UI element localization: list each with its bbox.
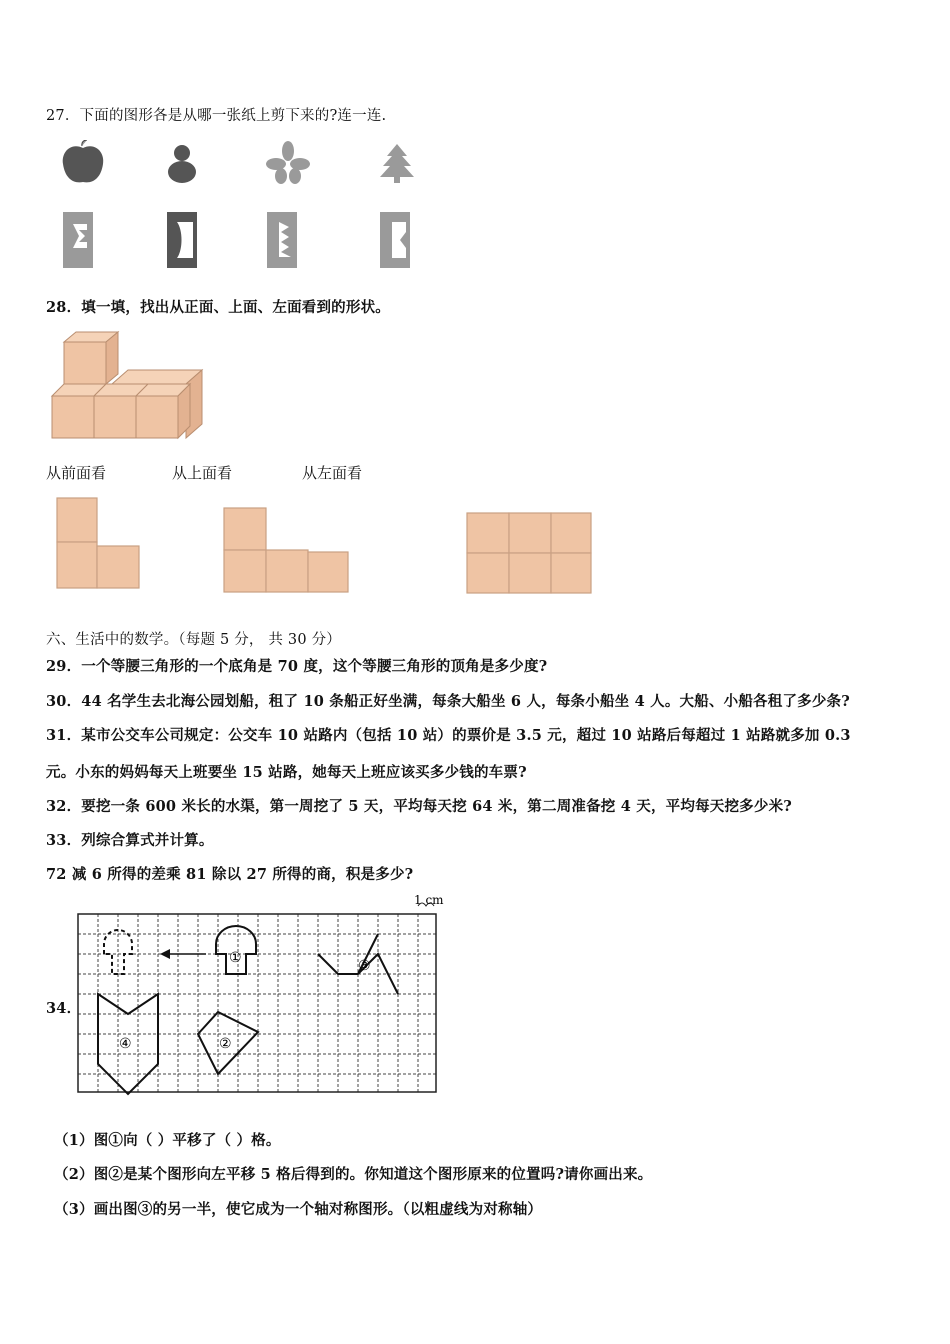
shape-4-label: ④: [119, 1036, 132, 1052]
q27-papers: [55, 210, 435, 272]
apple-cutout-icon: [63, 140, 104, 182]
cube-stack-figure: [50, 328, 210, 440]
tree-cutout-icon: [380, 144, 414, 183]
q33-text: 33．列综合算式并计算。: [46, 832, 214, 849]
q27-cutouts: [55, 140, 435, 190]
shape-3-label: ③: [358, 958, 371, 974]
q31-text-a: 31．某市公交车公司规定：公交车 10 站路内（包括 10 站）的票价是 3.5 元，超过 10 站路后每超过 1 站路就多加 0.3: [46, 727, 851, 744]
q34-part-2: （2）图②是某个图形向左平移 5 格后得到的。你知道这个图形原来的位置吗?请你画出来。: [54, 1166, 653, 1183]
shape-1-label: ①: [229, 950, 242, 966]
view-label-top: 从上面看: [172, 464, 233, 482]
q33-expression: 72 减 6 所得的差乘 81 除以 27 所得的商，积是多少?: [46, 866, 414, 883]
q30-text: 30．44 名学生去北海公园划船，租了 10 条船正好坐满，每条大船坐 6 人，每条小船坐 4 人。大船、小船各租了多少条?: [46, 693, 850, 710]
view-shape-a: [55, 496, 145, 592]
view-shape-c: [464, 510, 596, 598]
paper-e1-icon: [63, 212, 93, 268]
q31-text-b: 元。小东的妈妈每天上班要坐 15 站路，她每天上班应该买多少钱的车票?: [46, 764, 527, 781]
paper-c-icon: [167, 212, 197, 268]
paper-e3-icon: [380, 212, 410, 268]
view-label-left: 从左面看: [302, 464, 363, 482]
unit-label: 1 cm: [414, 893, 444, 907]
q34-number: 34．: [46, 1000, 82, 1017]
section-6-heading: 六、生活中的数学。（每题 5 分， 共 30 分）: [46, 632, 341, 648]
paper-e2-icon: [267, 212, 297, 268]
q34-part-1: （1）图①向（ ）平移了（ ）格。: [54, 1132, 281, 1149]
view-shape-b: [220, 506, 354, 598]
shape-2-label: ②: [219, 1036, 232, 1052]
q29-text: 29．一个等腰三角形的一个底角是 70 度，这个等腰三角形的顶角是多少度?: [46, 658, 548, 675]
q32-text: 32．要挖一条 600 米长的水渠，第一周挖了 5 天，平均每天挖 64 米，第二周准备挖 4 天，平均每天挖多少米?: [46, 798, 792, 815]
view-label-front: 从前面看: [46, 464, 107, 482]
q34-grid-figure: [76, 892, 456, 1098]
flower-cutout-icon: [266, 141, 310, 184]
q28-text: 28．填一填，找出从正面、上面、左面看到的形状。: [46, 299, 390, 316]
q34-part-3: （3）画出图③的另一半，使它成为一个轴对称图形。（以粗虚线为对称轴）: [54, 1201, 543, 1218]
gourd-cutout-icon: [168, 145, 196, 183]
q27-text: 27．下面的图形各是从哪一张纸上剪下来的?连一连.: [46, 108, 387, 124]
